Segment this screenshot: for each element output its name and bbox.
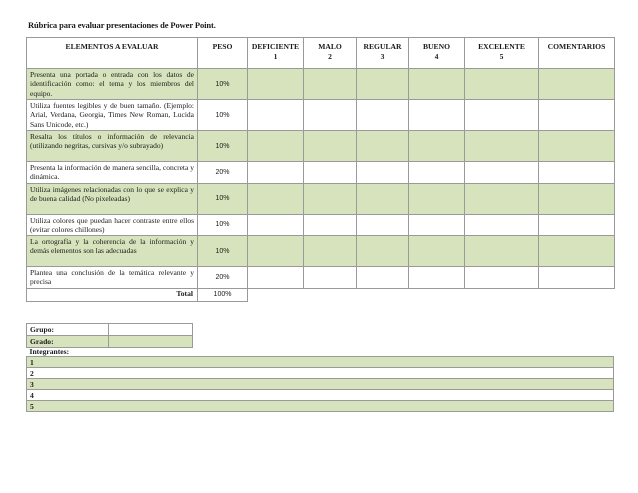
score-cell-1[interactable] <box>248 162 304 184</box>
header-regular-label: REGULAR <box>363 42 402 51</box>
group-label: Grupo: <box>27 324 109 336</box>
group-row <box>27 324 193 336</box>
rubric-row <box>27 236 615 267</box>
criterion-weight: 10% <box>198 131 248 162</box>
member-row[interactable] <box>27 390 614 401</box>
score-cell-5[interactable] <box>465 100 539 131</box>
member-number: 2 <box>27 368 614 379</box>
members-header-row <box>27 346 614 357</box>
total-label: Total <box>27 288 198 301</box>
criterion-weight: 10% <box>198 236 248 267</box>
score-cell-2[interactable] <box>304 183 357 214</box>
score-cell-4[interactable] <box>409 131 465 162</box>
score-cell-3[interactable] <box>357 69 409 100</box>
score-cell-3[interactable] <box>357 131 409 162</box>
score-cell-3[interactable] <box>357 183 409 214</box>
score-cell-4[interactable] <box>409 162 465 184</box>
rubric-row <box>27 162 615 184</box>
score-cell-4[interactable] <box>409 100 465 131</box>
criterion-weight: 10% <box>198 214 248 236</box>
score-cell-5[interactable] <box>465 267 539 289</box>
criterion-weight: 10% <box>198 69 248 100</box>
member-number: 1 <box>27 357 614 368</box>
member-number: 5 <box>27 401 614 412</box>
criterion-weight: 20% <box>198 162 248 184</box>
header-regular <box>357 38 409 69</box>
rubric-header-row <box>27 38 615 69</box>
score-cell-1[interactable] <box>248 69 304 100</box>
score-cell-4[interactable] <box>409 183 465 214</box>
header-excellent <box>465 38 539 69</box>
criterion-text: Utiliza imágenes relacionadas con lo que se explica y de buena calidad (No pixeleadas) <box>27 183 198 214</box>
criterion-text: Presenta la información de manera sencilla, concreta y dinámica. <box>27 162 198 184</box>
member-row[interactable] <box>27 379 614 390</box>
header-comments: COMENTARIOS <box>539 38 615 69</box>
score-cell-4[interactable] <box>409 69 465 100</box>
member-row[interactable] <box>27 368 614 379</box>
header-good-label: BUENO <box>422 42 450 51</box>
score-cell-5[interactable] <box>465 214 539 236</box>
score-cell-1[interactable] <box>248 267 304 289</box>
criterion-weight: 20% <box>198 267 248 289</box>
score-cell-3[interactable] <box>357 267 409 289</box>
rubric-row <box>27 214 615 236</box>
score-cell-2[interactable] <box>304 131 357 162</box>
comment-cell[interactable] <box>539 214 615 236</box>
grade-label: Grado: <box>27 336 109 348</box>
member-number: 3 <box>27 379 614 390</box>
header-excellent-number: 5 <box>499 52 504 61</box>
score-cell-3[interactable] <box>357 162 409 184</box>
header-good <box>409 38 465 69</box>
score-cell-1[interactable] <box>248 214 304 236</box>
header-bad <box>304 38 357 69</box>
score-cell-5[interactable] <box>465 162 539 184</box>
score-cell-4[interactable] <box>409 267 465 289</box>
score-cell-1[interactable] <box>248 183 304 214</box>
score-cell-3[interactable] <box>357 236 409 267</box>
header-bad-number: 2 <box>328 52 332 61</box>
criterion-weight: 10% <box>198 100 248 131</box>
score-cell-2[interactable] <box>304 267 357 289</box>
group-value-cell[interactable] <box>109 324 193 336</box>
score-cell-2[interactable] <box>304 162 357 184</box>
rubric-row <box>27 69 615 100</box>
total-row <box>27 288 615 301</box>
comment-cell[interactable] <box>539 69 615 100</box>
criterion-text: Utiliza fuentes legibles y de buen tamaño. (Ejemplo: Arial, Verdana, Georgia, Times New Roman, Lucida Sans Unicode, etc.) <box>27 100 198 131</box>
members-table <box>26 346 614 412</box>
comment-cell[interactable] <box>539 162 615 184</box>
member-row[interactable] <box>27 357 614 368</box>
score-cell-5[interactable] <box>465 236 539 267</box>
header-regular-number: 3 <box>380 52 385 61</box>
criterion-weight: 10% <box>198 183 248 214</box>
criterion-text: Resalta los títulos o información de relevancia (utilizando negritas, cursivas y/o subrayado) <box>27 131 198 162</box>
header-good-number: 4 <box>434 52 439 61</box>
header-bad-label: MALO <box>318 42 342 51</box>
header-excellent-label: EXCELENTE <box>478 42 525 51</box>
score-cell-2[interactable] <box>304 214 357 236</box>
criterion-text: Presenta una portada o entrada con los datos de identificación como: el tema y los miembros del equipo. <box>27 69 198 100</box>
score-cell-1[interactable] <box>248 236 304 267</box>
document-title: Rúbrica para evaluar presentaciones de Power Point. <box>28 20 216 30</box>
header-deficient <box>248 38 304 69</box>
header-elements: ELEMENTOS A EVALUAR <box>27 38 198 69</box>
header-deficient-label: DEFICIENTE <box>251 42 300 51</box>
score-cell-4[interactable] <box>409 236 465 267</box>
score-cell-3[interactable] <box>357 100 409 131</box>
rubric-table <box>26 37 615 302</box>
comment-cell[interactable] <box>539 267 615 289</box>
score-cell-1[interactable] <box>248 131 304 162</box>
rubric-row <box>27 267 615 289</box>
criterion-text: Utiliza colores que puedan hacer contraste entre ellos (evitar colores chillones) <box>27 214 198 236</box>
total-row-spacer <box>248 288 615 301</box>
criterion-text: Plantea una conclusión de la temática relevante y precisa <box>27 267 198 289</box>
header-weight: PESO <box>198 38 248 69</box>
comment-cell[interactable] <box>539 236 615 267</box>
group-info-table <box>26 323 193 348</box>
member-row[interactable] <box>27 401 614 412</box>
rubric-row <box>27 183 615 214</box>
score-cell-2[interactable] <box>304 236 357 267</box>
score-cell-2[interactable] <box>304 100 357 131</box>
score-cell-3[interactable] <box>357 214 409 236</box>
score-cell-4[interactable] <box>409 214 465 236</box>
score-cell-5[interactable] <box>465 69 539 100</box>
total-value: 100% <box>198 288 248 301</box>
score-cell-5[interactable] <box>465 183 539 214</box>
members-label: Integrantes: <box>27 346 614 357</box>
comment-cell[interactable] <box>539 131 615 162</box>
member-number: 4 <box>27 390 614 401</box>
score-cell-1[interactable] <box>248 100 304 131</box>
rubric-row <box>27 131 615 162</box>
comment-cell[interactable] <box>539 100 615 131</box>
comment-cell[interactable] <box>539 183 615 214</box>
header-deficient-number: 1 <box>273 52 278 61</box>
score-cell-2[interactable] <box>304 69 357 100</box>
score-cell-5[interactable] <box>465 131 539 162</box>
rubric-row <box>27 100 615 131</box>
criterion-text: La ortografía y la coherencia de la información y demás elementos son las adecuadas <box>27 236 198 267</box>
